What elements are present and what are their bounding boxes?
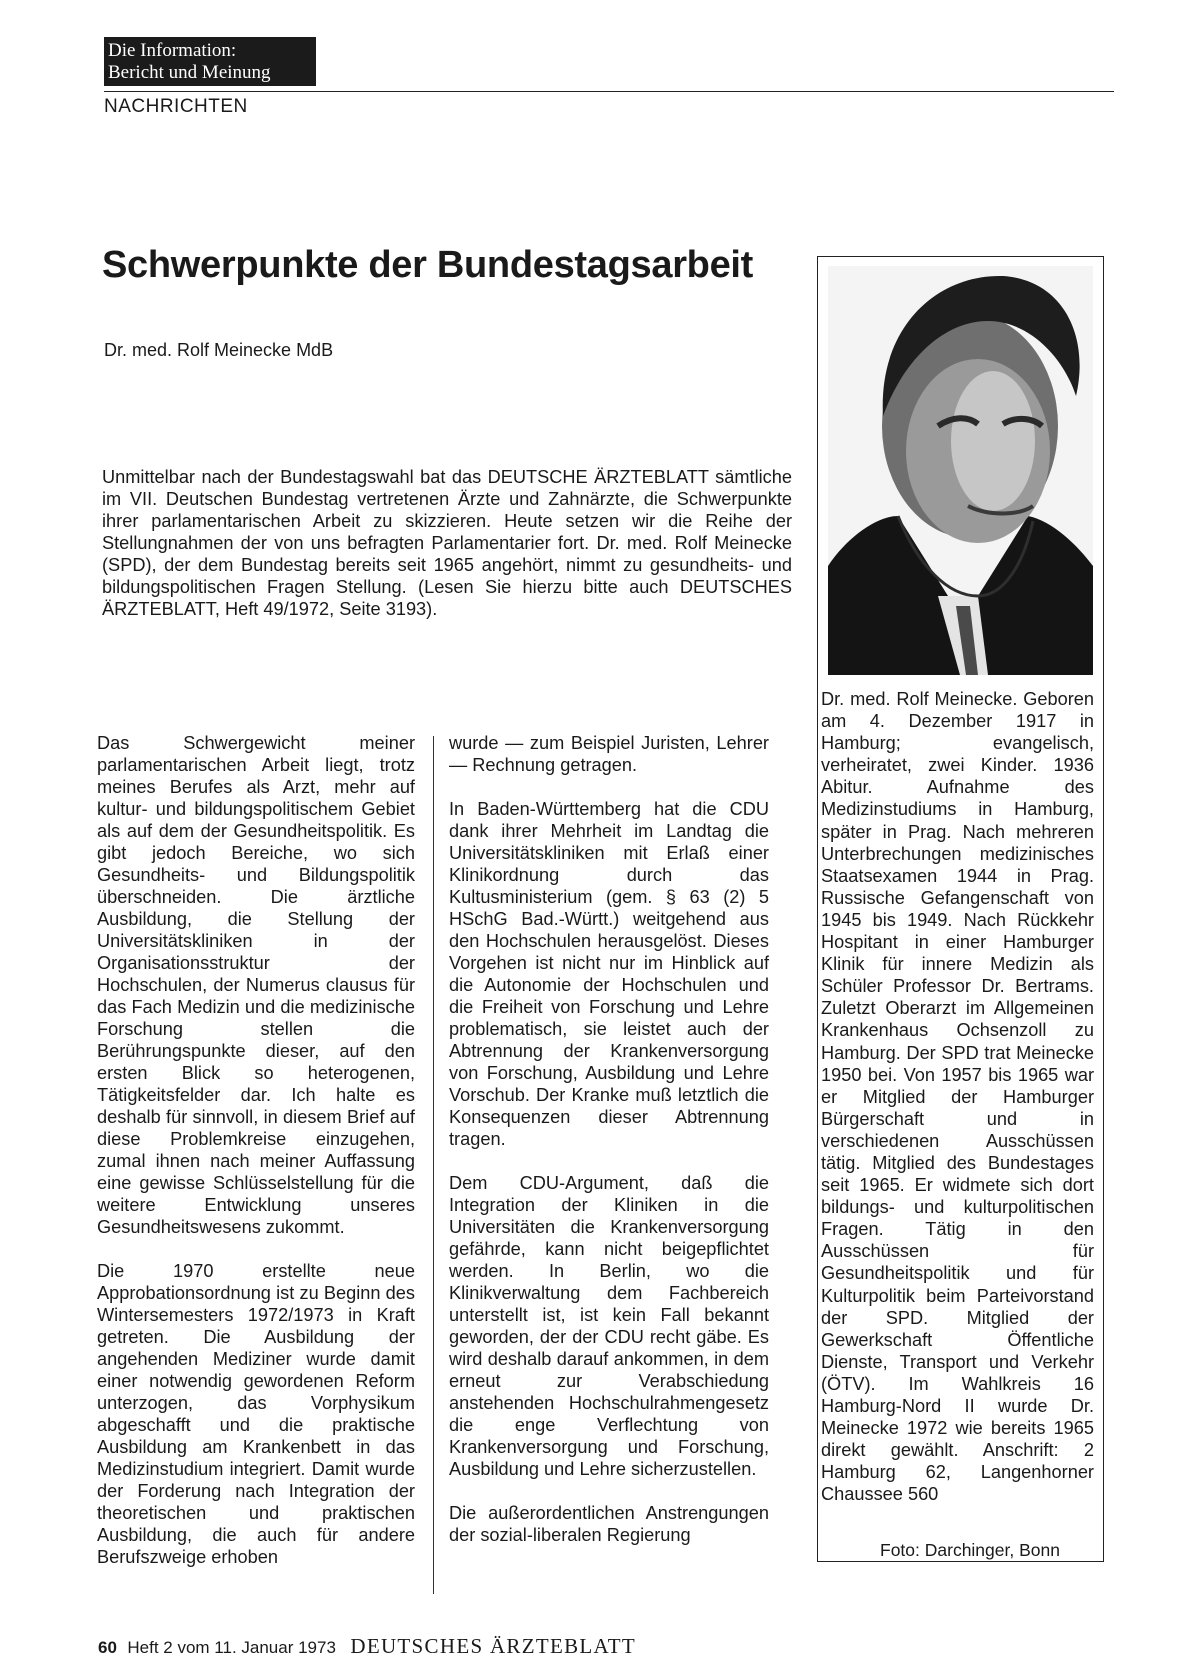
page-number: 60 bbox=[98, 1638, 117, 1657]
photo-credit: Foto: Darchinger, Bonn bbox=[880, 1540, 1060, 1560]
paragraph: Dem CDU-Argument, daß die Integration der Kliniken in die Universitäten die Krankenversorgung gefährde, kann nicht beigepflichtet werden. In Berlin, wo die Klinikverwaltung dem Fachbereich unterstellt ist, ist kein Fall bekannt geworden, der der CDU recht gäbe. Es wird deshalb darauf ankommen, in dem erneut zur Verabschiedung anstehenden Hochschulrahmengesetz die enge Verflechtung von Krankenversorgung und Forschung, Ausbildung und Lehre sicherzustellen. bbox=[449, 1173, 769, 1479]
body-column-2 bbox=[449, 732, 769, 1568]
rubric-label bbox=[104, 37, 316, 86]
column-divider bbox=[433, 736, 434, 1594]
author-biography: Dr. med. Rolf Meinecke. Geboren am 4. Dezember 1917 in Hamburg; evangelisch, verheiratet, zwei Kinder. 1936 Abitur. Aufnahme des Medizinstudiums in Hamburg, später in Prag. Nach mehreren Unterbrechungen medizinisches Staatsexamen 1944 in Prag. Russische Gefangenschaft von 1945 bis 1949. Nach Rückkehr Hospitant in einer Hamburger Klinik für innere Medizin als Schüler Professor Dr. Bertrams. Zuletzt Oberarzt im Allgemeinen Krankenhaus Ochsenzoll zu Hamburg. Der SPD trat Meinecke 1950 bei. Von 1957 bis 1965 war er Mitglied der Hamburger Bürgerschaft und in verschiedenen Ausschüssen tätig. Mitglied des Bundestages seit 1965. Er widmete sich dort bildungs- und kulturpolitischen Fragen. Tätig in den Ausschüssen für Gesundheitspolitik und für Kulturpolitik beim Parteivorstand der SPD. Mitglied der Gewerkschaft Öffentliche Dienste, Transport und Verkehr (ÖTV). Im Wahlkreis 16 Hamburg-Nord II wurde Dr. Meinecke 1972 wie bereits 1965 direkt gewählt. Anschrift: 2 Hamburg 62, Langenhorner Chaussee 560 bbox=[821, 689, 1094, 1505]
paragraph: wurde — zum Beispiel Juristen, Lehrer — Rechnung getragen. bbox=[449, 733, 769, 775]
article-author: Dr. med. Rolf Meinecke MdB bbox=[104, 340, 334, 360]
body-column-1 bbox=[97, 732, 415, 1590]
paragraph: Die außerordentlichen Anstrengungen der sozial-liberalen Regierung bbox=[449, 1503, 769, 1545]
rubric-line-1: Die Information: bbox=[108, 40, 237, 61]
page-footer bbox=[98, 1634, 636, 1659]
rubric-line-2: Bericht und Meinung bbox=[108, 62, 271, 83]
journal-name: DEUTSCHES ÄRZTEBLATT bbox=[350, 1634, 636, 1658]
article-intro: Unmittelbar nach der Bundestagswahl bat das DEUTSCHE ÄRZTEBLATT sämtliche im VII. Deutschen Bundestag vertretenen Ärzte und Zahnärzte, die Schwerpunkte ihrer parlamentarischen Arbeit zu skizzieren. Heute setzen wir die Reihe der Stellungnahmen der von uns befragten Parlamentarier fort. Dr. med. Rolf Meinecke (SPD), der dem Bundestag bereits seit 1965 angehört, nimmt zu gesundheits- und bildungspolitischen Fragen Stellung. (Lesen Sie hierzu bitte auch DEUTSCHES ÄRZTEBLATT, Heft 49/1972, Seite 3193). bbox=[102, 467, 792, 619]
section-label: NACHRICHTEN bbox=[104, 96, 248, 117]
paragraph: Das Schwergewicht meiner parlamentarischen Arbeit liegt, trotz meines Berufes als Arzt, mehr auf kultur- und bildungspolitischem Gebiet als auf dem der Gesundheitspolitik. Es gibt jedoch Bereiche, wo sich Gesundheits- und Bildungspolitik überschneiden. Die ärztliche Ausbildung, die Stellung der Universitätskliniken in der Organisationsstruktur der Hochschulen, der Numerus clausus für das Fach Medizin und die medizinische Forschung stellen die Berührungspunkte dieser, auf den ersten Blick so heterogenen, Tätigkeitsfelder dar. Ich halte es deshalb für sinnvoll, in diesem Brief auf diese Problemkreise einzugehen, zumal ihnen nach meiner Auffassung eine gewisse Schlüsselstellung für die weitere Entwicklung unseres Gesundheitswesens zukommt. bbox=[97, 733, 415, 1237]
author-portrait-photo bbox=[828, 266, 1093, 675]
issue-info: Heft 2 vom 11. Januar 1973 bbox=[127, 1638, 336, 1657]
article-title: Schwerpunkte der Bundestagsarbeit bbox=[102, 244, 754, 286]
paragraph: Die 1970 erstellte neue Approbationsordnung ist zu Beginn des Wintersemesters 1972/1973 in Kraft getreten. Die Ausbildung der angehenden Mediziner wurde damit einer notwendig gewordenen Reform unterzogen, das Vorphysikum abgeschafft und die praktische Ausbildung am Krankenbett in das Medizinstudium integriert. Damit wurde der Forderung nach Integration der theoretischen und praktischen Ausbildung, die auch für andere Berufszweige erhoben bbox=[97, 1261, 415, 1567]
paragraph: In Baden-Württemberg hat die CDU dank ihrer Mehrheit im Landtag die Universitätskliniken mit Erlaß einer Klinikordnung durch das Kultusministerium (gem. § 63 (2) 5 HSchG Bad.-Württ.) weitgehend aus den Hochschulen herausgelöst. Dieses Vorgehen ist nicht nur im Hinblick auf die Autonomie der Hochschulen und die Freiheit von Forschung und Lehre problematisch, sie leistet auch der Abtrennung der Krankenversorgung von Forschung, Ausbildung und Lehre Vorschub. Der Kranke muß letztlich die Konsequenzen dieser Abtrennung tragen. bbox=[449, 799, 769, 1149]
header-rule bbox=[104, 91, 1114, 92]
